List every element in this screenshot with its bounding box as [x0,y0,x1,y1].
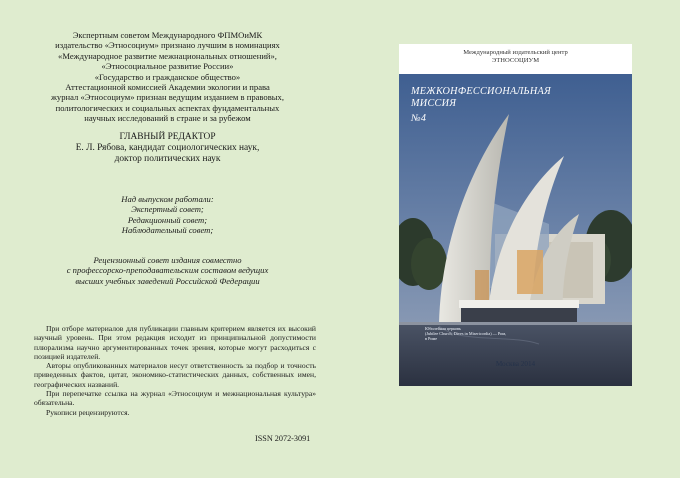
journal-cover [399,44,632,386]
awards-line: журнал «Этносоциум» признан ведущим изданием в правовых, [50,92,284,103]
awards-line: Экспертным советом Международного ФПМОиМК [72,30,263,40]
issn-number: ISSN 2072-3091 [255,434,311,443]
note-paragraph: Авторы опубликованных материалов несут ответственность за подбор и точность приведенных фактов, цитат, экономико-статистических данных, собственных имен, географических названий. [34,361,316,389]
title-line: МЕЖКОНФЕССИОНАЛЬНАЯ [411,86,552,97]
chief-editor [40,132,295,164]
editorial-notes [34,324,316,417]
issue-number: №4 [411,113,427,124]
issue-contributors [40,194,295,236]
contributors-line: Над выпуском работали: [121,194,214,204]
caption-line: (Jubilee Church, Dives in Misericordia) — Рим, [425,331,507,337]
awards-line: «Международное развитие межнациональных отношений», [58,50,277,61]
awards-line: Аттестационной комиссией Академии экологии и права [65,82,270,93]
awards-line: «Государство и гражданское общество» [94,71,241,82]
note-paragraph: При отборе материалов для публикации главным критерием является их высокий научный уровень. При этом редакция исходит из принципиальной допустимости плюрализма научно аргументированных точек зрения, которые могут расходиться с позицией издателей. [34,324,316,361]
awards-line: научных исследований в стране и за рубежом [84,113,251,124]
editor-degree: доктор политических наук [114,153,221,164]
awards-line: «Этносоциальное развитие России» [101,61,234,72]
publisher-name: Международный издательский центр [463,49,568,56]
editor-name: Е. Л. Рябова, кандидат социологических наук, [75,142,260,153]
awards-line: политологических и социальных аспектах фундаментальных [55,102,280,113]
publisher-band [399,44,632,74]
note-paragraph: При перепечатке ссылка на журнал «Этносоциум и межнациональная культура» обязательна. [34,389,316,408]
review-council [40,255,295,286]
review-line: высших учебных заведений Российской Федерации [75,275,260,286]
awards-statement [40,30,295,124]
awards-line: издательство «Этносоциум» признано лучшим в номинациях [55,40,280,51]
editor-title: ГЛАВНЫЙ РЕДАКТОР [119,132,216,142]
review-line: с профессорско-преподавательским составом ведущих [66,265,269,276]
note-paragraph: Рукописи рецензируются. [46,407,130,417]
contributors-line: Редакционный совет; [127,214,208,225]
photo-caption [425,326,545,342]
title-line: МИССИЯ [411,97,457,109]
city-year: Москва 2014 [495,360,536,368]
caption-line: в Риме [425,336,438,342]
contributors-line: Экспертный совет; [131,204,204,215]
contributors-line: Наблюдательный совет; [121,225,214,236]
review-line: Рецензионный совет издания совместно [93,255,242,265]
publisher-brand: ЭТНОСОЦИУМ [491,57,540,64]
cover-title [411,86,551,125]
caption-line: Юбилейная церковь [425,326,461,331]
